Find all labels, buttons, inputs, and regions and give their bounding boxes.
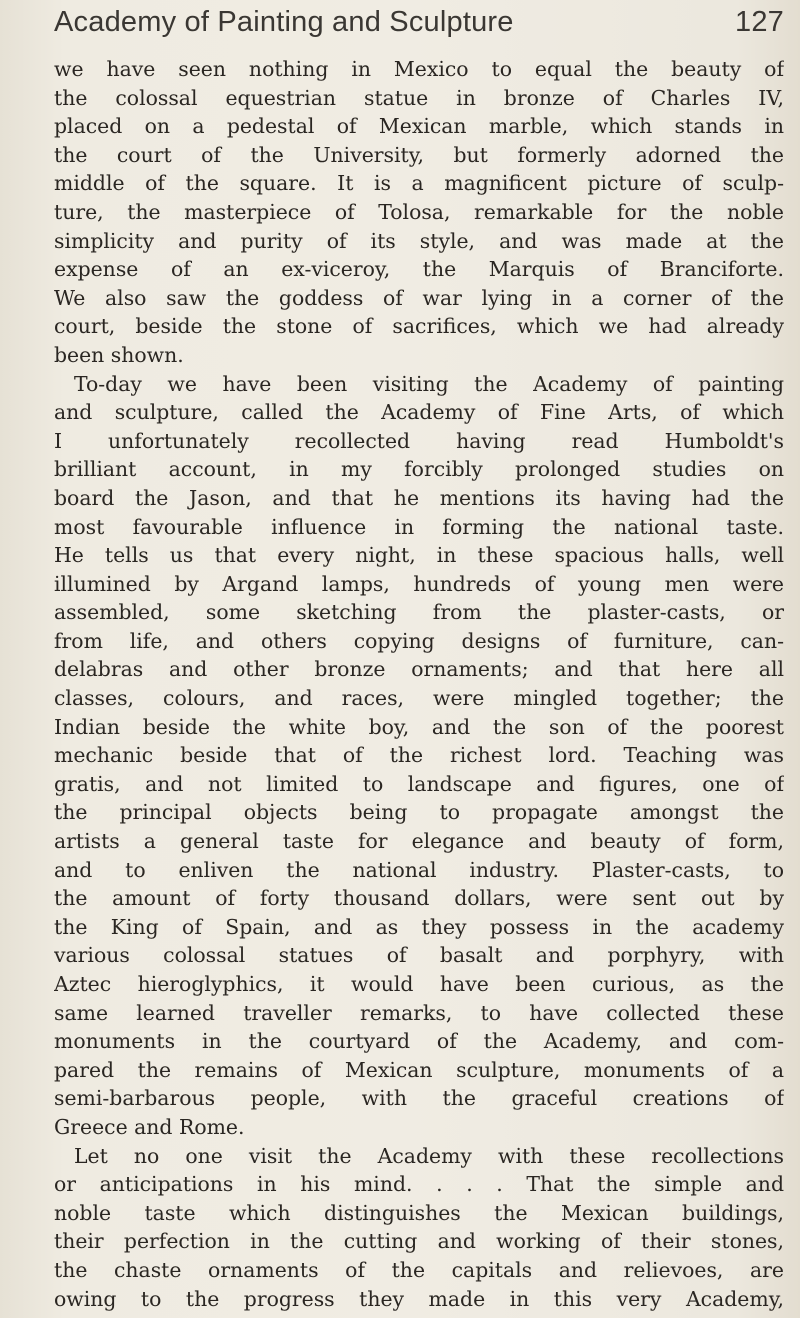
body-text	[54, 55, 784, 1313]
text-line: the principal objects being to propagate amongst the	[54, 800, 784, 825]
text-line: the colossal equestrian statue in bronze of Charles IV,	[54, 85, 784, 110]
text-line: delabras and other bronze ornaments; and that here all	[54, 657, 784, 682]
text-line: assembled, some sketching from the plaster-casts, or	[54, 600, 784, 625]
text-line: their perfection in the cutting and working of their stones,	[54, 1229, 784, 1254]
text-line: same learned traveller remarks, to have collected these	[54, 1000, 784, 1025]
text-line: ture, the masterpiece of Tolosa, remarkable for the noble	[54, 199, 784, 224]
text-line: Let no one visit the Academy with these recollections	[74, 1143, 784, 1168]
text-line: expense of an ex-viceroy, the Marquis of Branciforte.	[54, 257, 784, 282]
text-line: or anticipations in his mind. . . . That the simple and	[54, 1172, 784, 1197]
text-line: Aztec hieroglyphics, it would have been curious, as the	[54, 972, 784, 996]
text-line: I unfortunately recollected having read Humboldt's	[54, 428, 784, 453]
text-line: been shown.	[54, 342, 184, 367]
text-line: various colossal statues of basalt and porphyry, with	[54, 943, 784, 968]
text-line: we have seen nothing in Mexico to equal the beauty of	[54, 57, 784, 81]
text-line: He tells us that every night, in these spacious halls, well	[54, 543, 784, 568]
text-line: Indian beside the white boy, and the son of the poorest	[54, 714, 784, 739]
text-line: illumined by Argand lamps, hundreds of young men were	[54, 571, 784, 596]
text-line: the chaste ornaments of the capitals and relievoes, are	[54, 1257, 784, 1282]
text-line: monuments in the courtyard of the Academy, and com-	[54, 1029, 784, 1054]
text-line: board the Jason, and that he mentions its having had the	[54, 485, 784, 510]
text-line: middle of the square. It is a magnificent picture of sculp-	[54, 171, 784, 196]
text-line: artists a general taste for elegance and beauty of form,	[54, 829, 784, 854]
text-line: classes, colours, and races, were mingled together; the	[54, 686, 784, 711]
text-line: brilliant account, in my forcibly prolonged studies on	[54, 457, 784, 482]
text-line: Greece and Rome.	[54, 1114, 245, 1139]
text-line: owing to the progress they made in this very Academy,	[54, 1286, 784, 1311]
text-line: gratis, and not limited to landscape and figures, one of	[54, 771, 784, 796]
page-number: 127	[735, 6, 784, 38]
running-head	[54, 6, 784, 50]
text-line: and sculpture, called the Academy of Fine Arts, of which	[54, 400, 784, 425]
text-line: the amount of forty thousand dollars, were sent out by	[54, 886, 784, 911]
text-line: simplicity and purity of its style, and was made at the	[54, 228, 784, 253]
text-line: noble taste which distinguishes the Mexican buildings,	[54, 1200, 784, 1225]
running-title: Academy of Painting and Sculpture	[54, 6, 514, 38]
text-line: placed on a pedestal of Mexican marble, which stands in	[54, 114, 784, 139]
text-line: To-day we have been visiting the Academy of painting	[74, 371, 784, 396]
text-line: most favourable influence in forming the national taste.	[54, 514, 784, 539]
text-line: from life, and others copying designs of furniture, can-	[54, 628, 784, 653]
text-line: semi-barbarous people, with the graceful creations of	[54, 1086, 784, 1111]
text-line: the King of Spain, and as they possess in the academy	[54, 914, 784, 939]
text-line: court, beside the stone of sacrifices, which we had already	[54, 314, 784, 339]
paragraph	[54, 370, 784, 1142]
text-line: and to enliven the national industry. Plaster-casts, to	[54, 857, 784, 882]
paragraph	[54, 1142, 784, 1314]
paragraph	[54, 55, 784, 370]
text-line: We also saw the goddess of war lying in a corner of the	[54, 285, 784, 310]
text-line: pared the remains of Mexican sculpture, monuments of a	[54, 1057, 784, 1082]
text-line: the court of the University, but formerly adorned the	[54, 142, 784, 167]
text-line: mechanic beside that of the richest lord. Teaching was	[54, 743, 784, 768]
